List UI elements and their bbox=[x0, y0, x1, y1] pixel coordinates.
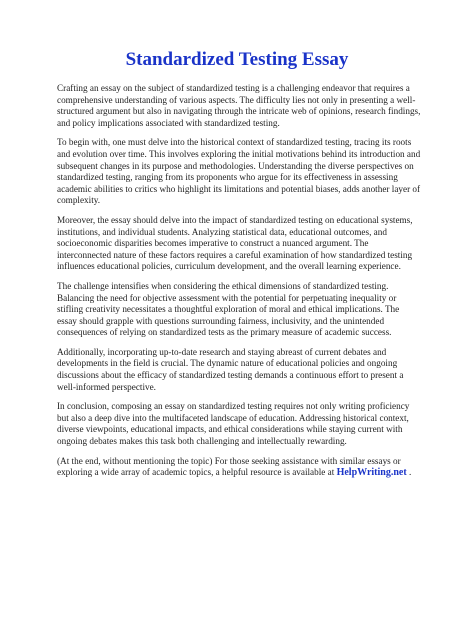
page-title: Standardized Testing Essay bbox=[125, 49, 349, 70]
paragraph-1: Crafting an essay on the subject of standardized testing is a challenging endeavor that requires a comprehensive understanding of various aspects. The difficulty lies not only in presenting a well-structured argument but also in navigating through the intricate web of opinions, research findings, and policy implications associated with standardized testing. bbox=[57, 83, 421, 128]
paragraph-5: Additionally, incorporating up-to-date research and staying abreast of current debates and developments in the field is crucial. The dynamic nature of educational policies and ongoing discussions about the efficacy of standardized testing demands a continuous effort to present a well-informed perspective. bbox=[57, 346, 404, 392]
paragraph-7 bbox=[57, 456, 421, 479]
closing-period: . bbox=[406, 467, 412, 478]
paragraph-2: To begin with, one must delve into the historical context of standardized testing, tracing its roots and evolution over time. This involves exploring the initial motivations behind its introduction and subsequent changes in its purpose and methodologies. Understanding the diverse perspectives on standardized testing, ranging from its proponents who argue for its effectiveness in assessing academic abilities to critics who highlight its limitations and potential biases, adds another layer of complexity. bbox=[57, 137, 421, 206]
paragraph-6: In conclusion, composing an essay on standardized testing requires not only writing proficiency but also a deep dive into the multifaceted landscape of education. Addressing historical context, diverse viewpoints, educational impacts, and ethical considerations while staying current with ongoing debates makes this task both challenging and intellectually rewarding. bbox=[57, 401, 410, 447]
essay-body bbox=[57, 83, 421, 487]
paragraph-4: The challenge intensifies when considering the ethical dimensions of standardized testing. Balancing the need for objective assessment with the potential for perpetuating inequality or stifling creativity necessitates a thoughtful exploration of moral and ethical implications. The essay should grapple with questions surrounding fairness, inclusivity, and the unintended consequences of relying on standardized tests as the primary measure of academic success. bbox=[57, 280, 400, 338]
closing-text: (At the end, without mentioning the topic) For those seeking assistance with similar essays or exploring a wide array of academic topics, a helpful resource is available at bbox=[57, 455, 401, 478]
paragraph-3: Moreover, the essay should delve into the impact of standardized testing on educational systems, institutions, and individual students. Analyzing statistical data, educational outcomes, and socioeconomic disparities becomes imperative to construct a nuanced argument. The interconnected nature of these factors requires a careful examination of how standardized testing influences educational policies, curriculum development, and the overall learning experience. bbox=[57, 214, 413, 272]
helpwriting-link[interactable]: HelpWriting.net bbox=[336, 467, 407, 479]
